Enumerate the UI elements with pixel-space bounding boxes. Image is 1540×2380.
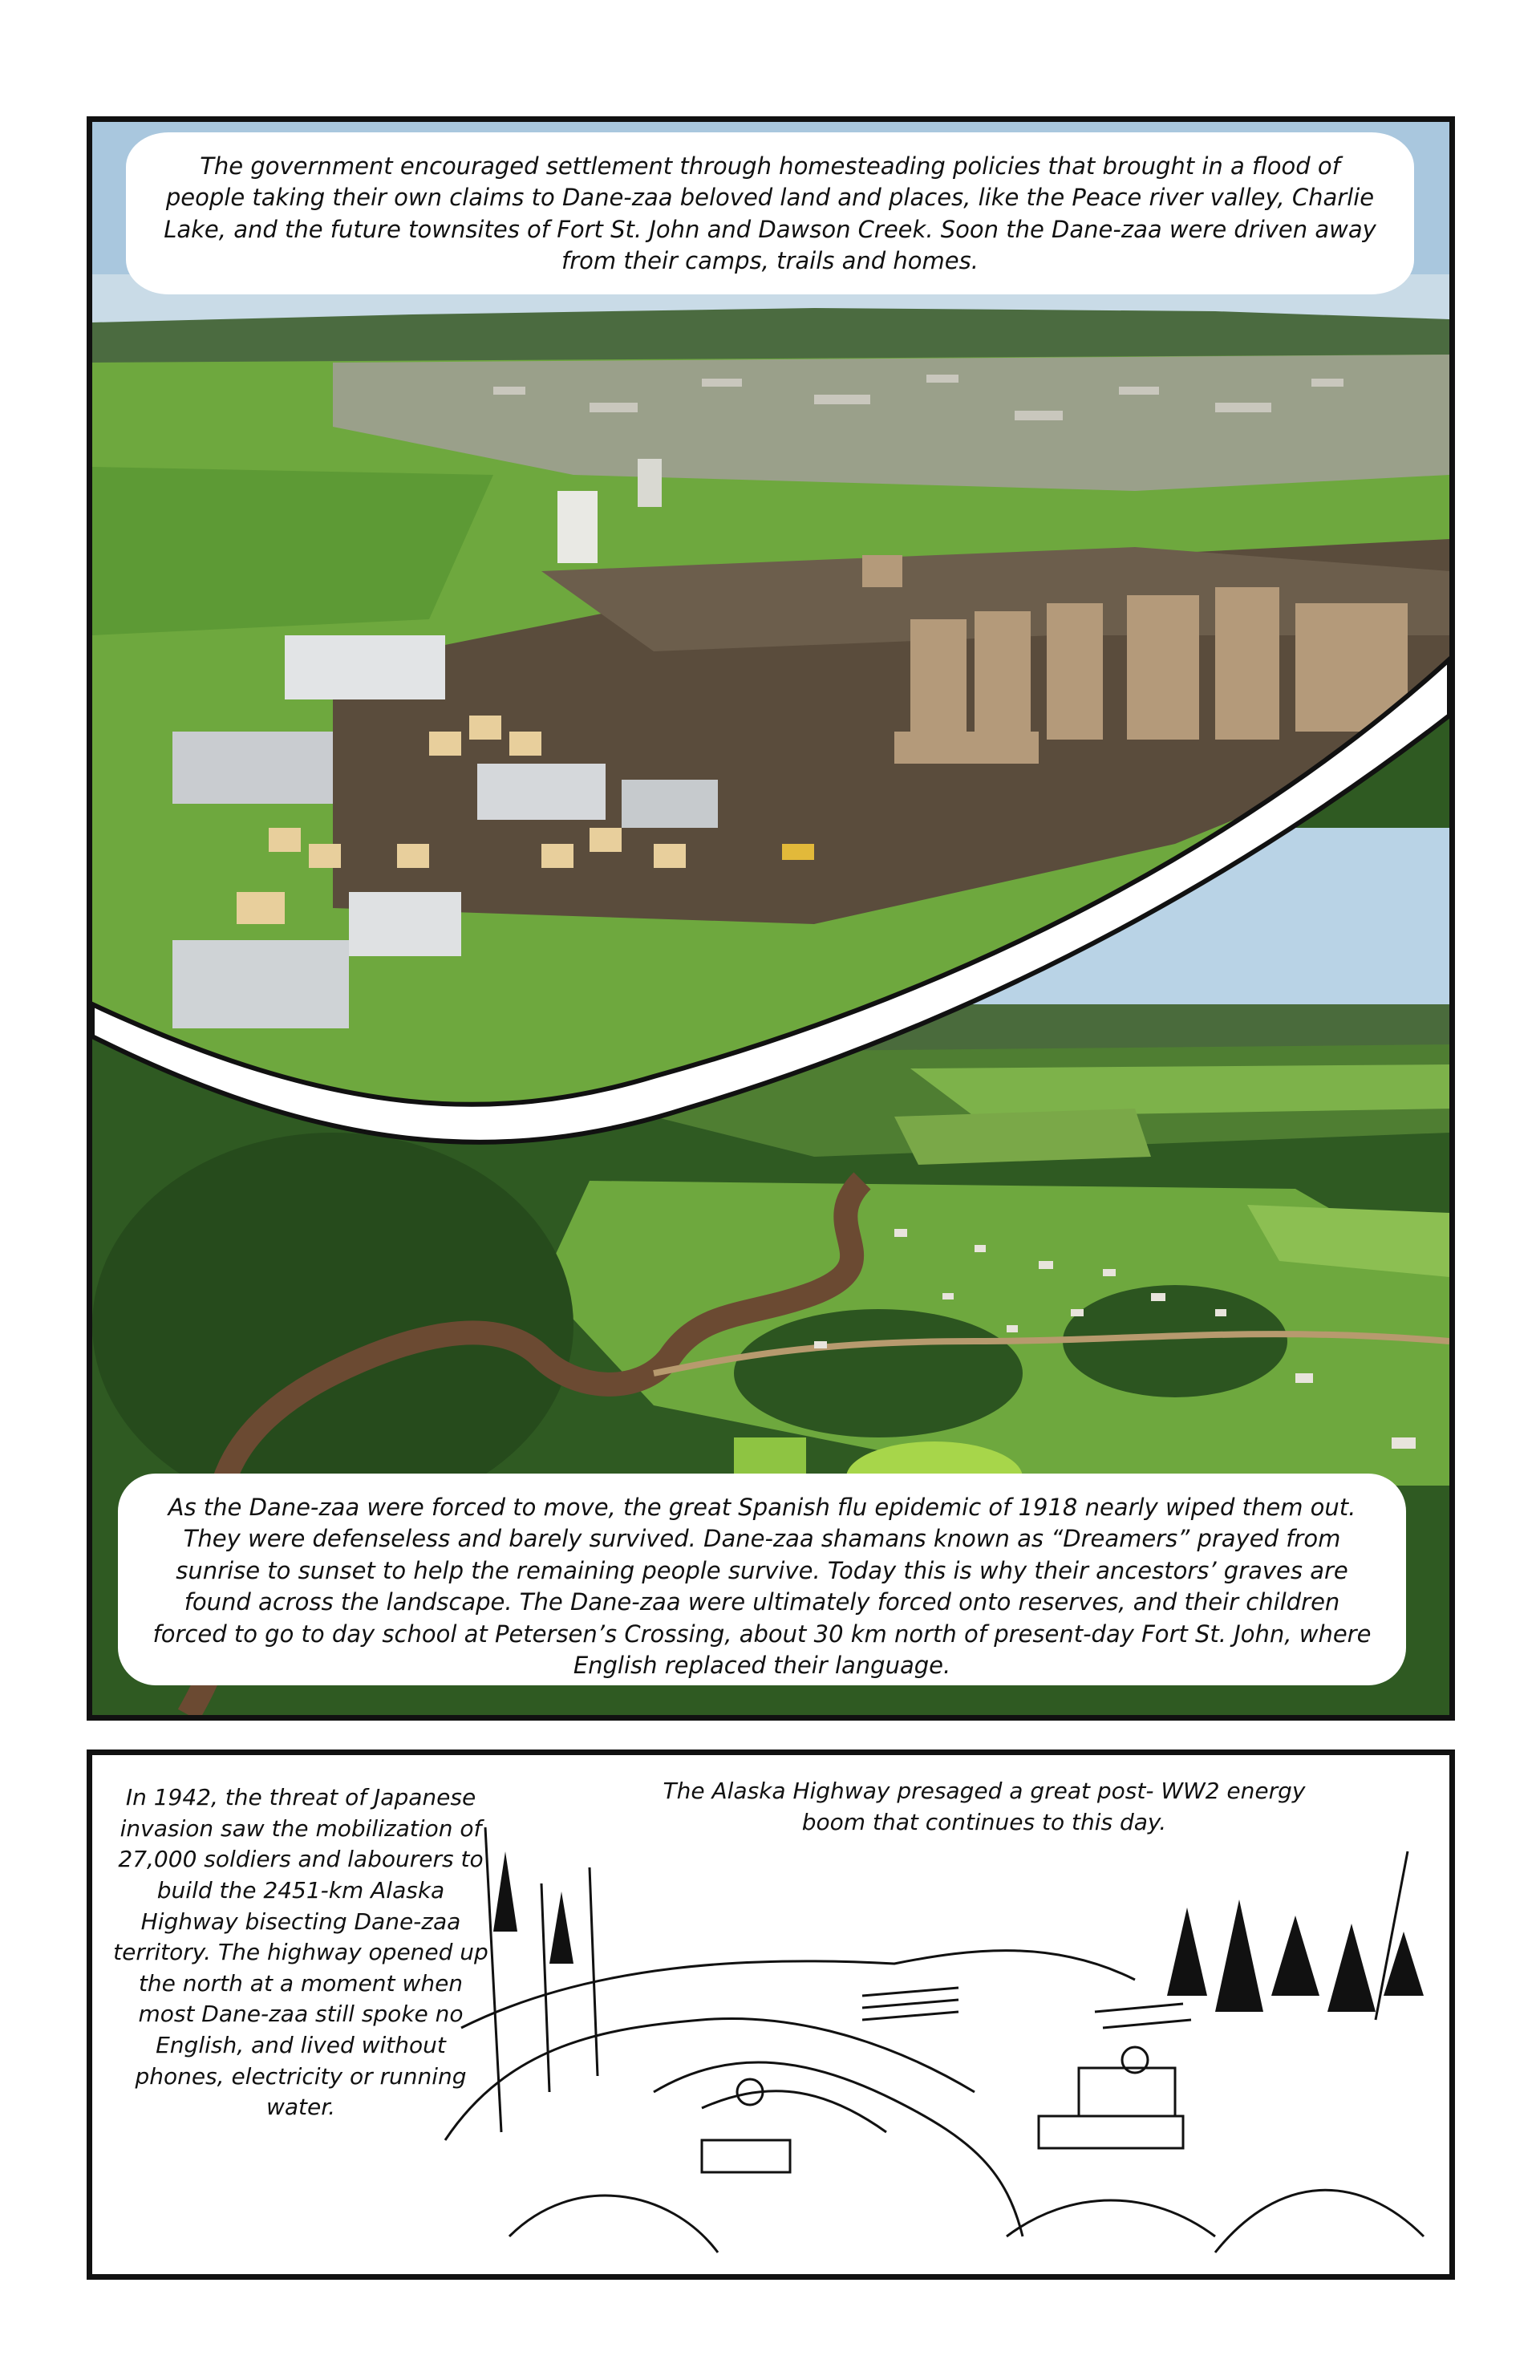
- text-energy-boom: The Alaska Highway presaged a great post- WW2 energy boom that continues to this day.: [663, 1778, 1306, 1835]
- illustration-panel: [87, 1750, 1455, 2280]
- caption-spanish-flu: As the Dane-zaa were forced to move, the great Spanish flu epidemic of 1918 nearly wiped them out. They were defenseless and barely survived. Dane-zaa shamans known as “Dreamers” prayed from sunrise to sunset to help the remaining people survive. Today this is why their ancestors’ graves are found across the landscape. The Dane-zaa were ultimately forced onto reserves, and their children forced to go to day school at Petersen’s Crossing, about 30 km north of present-day Fort St. John, where English replaced their language.: [120, 1476, 1404, 1683]
- text-alaska-highway-1942: In 1942, the threat of Japanese invasion saw the mobilization of 27,000 soldiers and labourers to build the 2451-km Alaska Highway bisecting Dane-zaa territory. The highway opened up the north at a moment when most Dane-zaa still spoke no English, and lived without phones, electricity or running water.: [113, 1784, 488, 2121]
- caption-settlement: The government encouraged settlement through homesteading policies that brought in a flood of people taking their own claims to Dane-zaa beloved land and places, like the Peace river valley, Charlie Lake, and the future townsites of Fort St. John and Dawson Creek. Soon the Dane-zaa were driven away from their camps, trails and homes.: [128, 135, 1412, 292]
